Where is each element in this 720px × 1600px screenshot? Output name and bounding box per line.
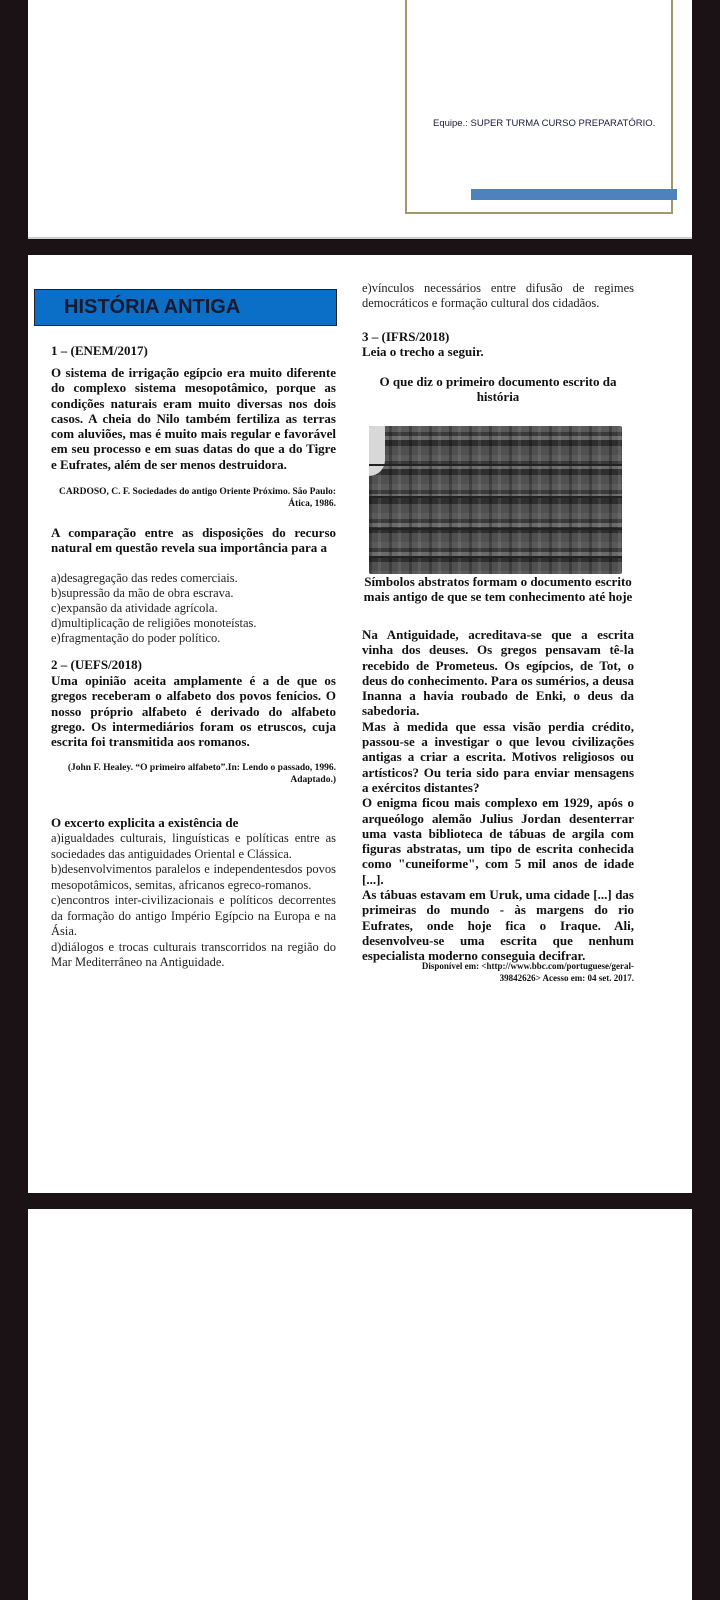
q1-heading: 1 – (ENEM/2017): [51, 343, 148, 358]
q3-article-body: [362, 627, 634, 964]
q1-options: [51, 571, 336, 646]
q1-option-e[interactable]: e)fragmentação do poder político.: [51, 631, 221, 645]
q1-citation: CARDOSO, C. F. Sociedades do antigo Oriente Próximo. São Paulo: Ática, 1986.: [59, 487, 336, 509]
page-3: [28, 1209, 692, 1600]
q2-option-d[interactable]: d)diálogos e trocas culturais transcorridos na região do Mar Mediterrâneo na Antiguidade.: [51, 939, 336, 969]
q2-citation: (John F. Healey. “O primeiro alfabeto”.In: Lendo o passado, 1996. Adaptado.): [67, 763, 336, 785]
q2-text: Uma opinião aceita amplamente é a de que os gregos receberam o alfabeto dos povos fenícios. O nosso próprio alfabeto é derivado do alfabeto grego. Os intermediários foram os etruscos, cuja escrita foi transmitida aos romanos.: [51, 673, 336, 750]
q3-paragraph: O enigma ficou mais complexo em 1929, após o arqueólogo alemão Julius Jordan desenterrar uma vasta biblioteca de tábuas de argila com figuras abstratas, um tipo de escrita conhecida como "cuneiforme", com 5 mil anos de idade [...].: [362, 795, 634, 887]
q2-options: [51, 831, 336, 971]
header-box: [405, 0, 673, 214]
page-2: [28, 255, 692, 1193]
q1-option-d[interactable]: d)multiplicação de religiões monoteístas.: [51, 616, 257, 630]
page-1: [28, 0, 692, 239]
q3-article-title: O que diz o primeiro documento escrito da história: [379, 374, 617, 405]
q3-paragraph: Mas à medida que essa visão perdia crédito, passou-se a investigar o que levou civilizações antigas a criar a escrita. Motivos religiosos ou artísticos? Ou teria sido para enviar mensagens a exércitos distantes?: [362, 718, 634, 795]
q1-option-b[interactable]: b)supressão da mão de obra escrava.: [51, 586, 234, 600]
q2-question: O excerto explicita a existência de: [51, 815, 239, 830]
q3-citation: Disponível em: <http://www.bbc.com/portuguese/geral-39842626> Acesso em: 04 set. 2017.: [421, 961, 634, 983]
q2-option-c[interactable]: c)encontros inter-civilizacionais e políticos decorrentes da formação do antigo Império Egípcio na Europa e na Ásia.: [51, 893, 336, 938]
decorative-bar: [471, 189, 677, 200]
q1-option-c[interactable]: c)expansão da atividade agrícola.: [51, 601, 218, 615]
q1-option-a[interactable]: a)desagregação das redes comerciais.: [51, 571, 238, 585]
q3-paragraph: Na Antiguidade, acreditava-se que a escrita vinha dos deuses. Os gregos pensavam tê-la recebido de Prometeus. Os egípcios, de Tot, o deus do conhecimento. Para os sumérios, a deusa Inanna a havia roubado de Enki, o deus da sabedoria.: [362, 627, 634, 719]
q1-question: A comparação entre as disposições do recurso natural em questão revela sua importância para a: [51, 525, 336, 556]
q1-text: O sistema de irrigação egípcio era muito diferente do complexo sistema mesopotâmico, porque as condições naturais eram muito diversas nos dois casos. A cheia do Nilo também fertiliza as terras com aluviões, mas é muito mais regular e favorável em seu processo e em suas datas do que a do Tigre e Eufrates, além de ser menos destruidora.: [51, 365, 336, 472]
q3-paragraph: As tábuas estavam em Uruk, uma cidade [...] das primeiras do mundo - às margens do rio Eufrates, onde hoje fica o Iraque. Ali, desenvolveu-se uma escrita que nenhum especialista moderno conseguia decifrar.: [362, 887, 634, 964]
team-label: Equipe.: SUPER TURMA CURSO PREPARATÓRIO.: [433, 118, 656, 129]
q2-option-a[interactable]: a)igualdades culturais, linguísticas e políticas entre as sociedades das antiguidades Oriental e Clássica.: [51, 831, 336, 861]
q3-intro: Leia o trecho a seguir.: [362, 344, 484, 359]
section-title: HISTÓRIA ANTIGA: [34, 289, 337, 326]
q3-image-caption: Símbolos abstratos formam o documento escrito mais antigo de que se tem conhecimento até hoje: [363, 574, 633, 605]
q2-option-e[interactable]: e)vínculos necessários entre difusão de regimes democráticos e formação cultural dos cidadãos.: [362, 281, 634, 310]
q2-heading: 2 – (UEFS/2018): [51, 657, 142, 672]
q2-option-b[interactable]: b)desenvolvimentos paralelos e independentesdos povos mesopotâmicos, semitas, africanos egreco-romanos.: [51, 862, 336, 892]
q3-heading: 3 – (IFRS/2018): [362, 329, 450, 344]
cuneiform-tablet-image: [369, 426, 622, 574]
